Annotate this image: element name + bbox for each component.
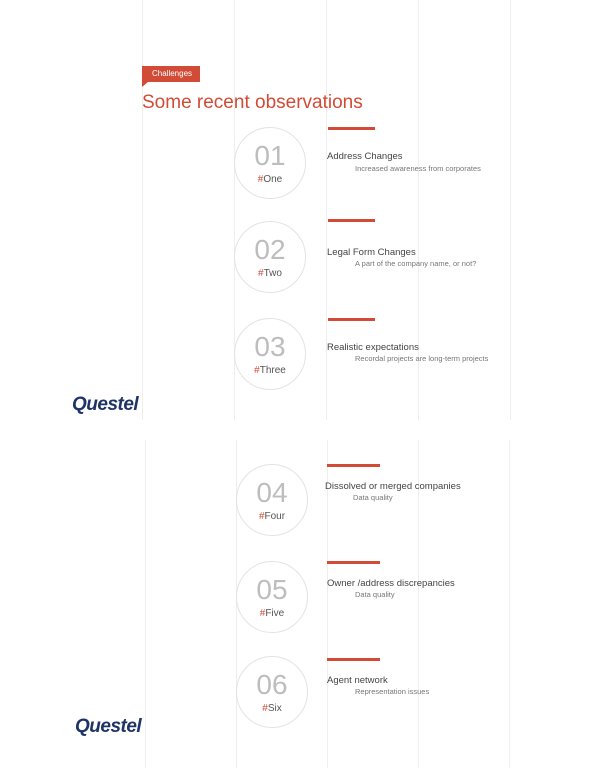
accent-bar [327,464,380,467]
accent-bar [328,318,375,321]
number-circle [236,656,308,728]
questel-logo: Questel [75,716,142,737]
accent-bar [328,219,375,222]
item-subtext: Data quality [355,590,395,599]
item-heading: Realistic expectations [327,342,419,353]
section-tag: Challenges [142,66,200,82]
item-label: #Two [258,268,282,279]
slide-2 [0,440,589,768]
item-label: #Five [259,608,285,619]
item-subtext: Data quality [353,493,393,502]
item-label: #Six [262,703,282,714]
grid-line [509,440,510,768]
item-subtext: Recordal projects are long-term projects [355,354,489,363]
grid-line [142,0,143,420]
item-label: #Three [254,365,286,376]
accent-bar [327,561,380,564]
item-label: #Four [258,511,286,522]
item-heading: Owner /address discrepancies [327,578,455,589]
item-label: #One [257,174,283,185]
number-circle [234,221,306,293]
item-number: 06 [256,669,288,700]
number-circle [236,464,308,536]
item-subtext: Increased awareness from corporates [355,164,481,173]
grid-line [510,0,511,420]
number-circle [236,561,308,633]
item-number: 05 [256,574,288,605]
item-number: 03 [254,331,286,362]
item-heading: Address Changes [327,151,403,162]
item-subtext: A part of the company name, or not? [355,259,477,268]
item-number: 04 [256,477,288,508]
item-heading: Legal Form Changes [327,247,416,258]
number-circle [234,127,306,199]
grid-line [326,0,327,420]
slide-title: Some recent observations [142,92,363,113]
questel-logo: Questel [72,394,139,415]
grid-line [145,440,146,768]
item-heading: Dissolved or merged companies [325,481,461,492]
accent-bar [328,127,375,130]
item-number: 01 [254,140,286,171]
item-heading: Agent network [327,675,388,686]
item-number: 02 [254,234,286,265]
accent-bar [327,658,380,661]
item-subtext: Representation issues [355,687,430,696]
number-circle [234,318,306,390]
